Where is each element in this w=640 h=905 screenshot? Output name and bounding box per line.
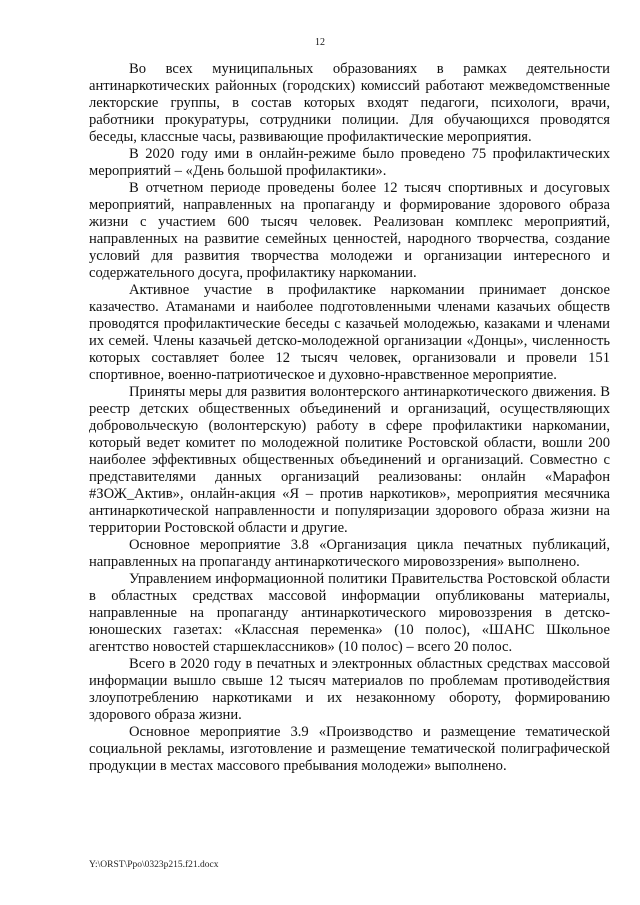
paragraph-sports-leisure-events: В отчетном периоде проведены более 12 тысяч спортивных и досуговых мероприятий, направленных на пропаганду и формирование здорового образа жизни с участием 600 тысяч человек. Реализован комплекс мероприятий, направленных на развитие семейных ценностей, народного творчества, создание условий для развития творчества молодежи и организации интересного и содержательного досуга, профилактику наркомании. [89, 180, 610, 281]
paragraph-online-prevention-events: В 2020 году ими в онлайн-режиме было проведено 75 профилактических мероприятий – «День большой профилактики». [89, 146, 610, 179]
paragraph-information-policy: Управлением информационной политики Правительства Ростовской области в областных средствах массовой информации опубликованы материалы, направленные на пропаганду антинаркотического мировоззрения в детско-юношеских газетах: «Классная переменка» (10 полос), «ШАНС Школьное агентство новостей старшеклассников» (10 полос) – всего 20 полос. [89, 571, 610, 655]
paragraph-volunteer-movement: Приняты меры для развития волонтерского антинаркотического движения. В реестр детских общественных объединений и организаций, осуществляющих добровольческую (волонтерскую) работу в сфере профилактики наркомании, который ведет комитет по молодежной политике Ростовской области, вошли 200 наиболее эффективных общественных объединений и организаций. Совместно с представителями данных организаций реализованы: онлайн «Марафон #ЗОЖ_Актив», онлайн-акция «Я – против наркотиков», мероприятия месячника антинаркотической направленности и популяризации здорового образа жизни на территории Ростовской области и другие. [89, 384, 610, 536]
document-body [89, 61, 610, 775]
paragraph-municipal-lecture-groups: Во всех муниципальных образованиях в рамках деятельности антинаркотических районных (городских) комиссий работают межведомственные лекторские группы, в состав которых входят педагоги, психологи, врачи, работники прокуратуры, сотрудники полиции. Для обучающихся проводятся беседы, классные часы, развивающие профилактические мероприятия. [89, 61, 610, 145]
footer-file-path: Y:\ORST\Ppo\0323p215.f21.docx [89, 860, 219, 870]
paragraph-don-cossacks: Активное участие в профилактике наркомании принимает донское казачество. Атаманами и наиболее подготовленными членами казачьих обществ проводятся профилактические беседы с казачьей молодежью, казаками и членами их семей. Члены казачьей детско-молодежной организации «Донцы», численность которых составляет более 12 тысяч человек, организовали и провели 151 спортивное, военно-патриотическое и духовно-нравственное мероприятие. [89, 282, 610, 383]
paragraph-media-publications: Всего в 2020 году в печатных и электронных областных средствах массовой информации вышло свыше 12 тысяч материалов по проблемам противодействия злоупотреблению наркотиками и их незаконному обороту, формированию здорового образа жизни. [89, 656, 610, 723]
paragraph-activity-3-9: Основное мероприятие 3.9 «Производство и размещение тематической социальной рекламы, изготовление и размещение тематической полиграфической продукции в местах массового пребывания молодежи» выполнено. [89, 724, 610, 774]
paragraph-activity-3-8: Основное мероприятие 3.8 «Организация цикла печатных публикаций, направленных на пропаганду антинаркотического мировоззрения» выполнено. [89, 537, 610, 570]
page-number: 12 [315, 37, 325, 48]
